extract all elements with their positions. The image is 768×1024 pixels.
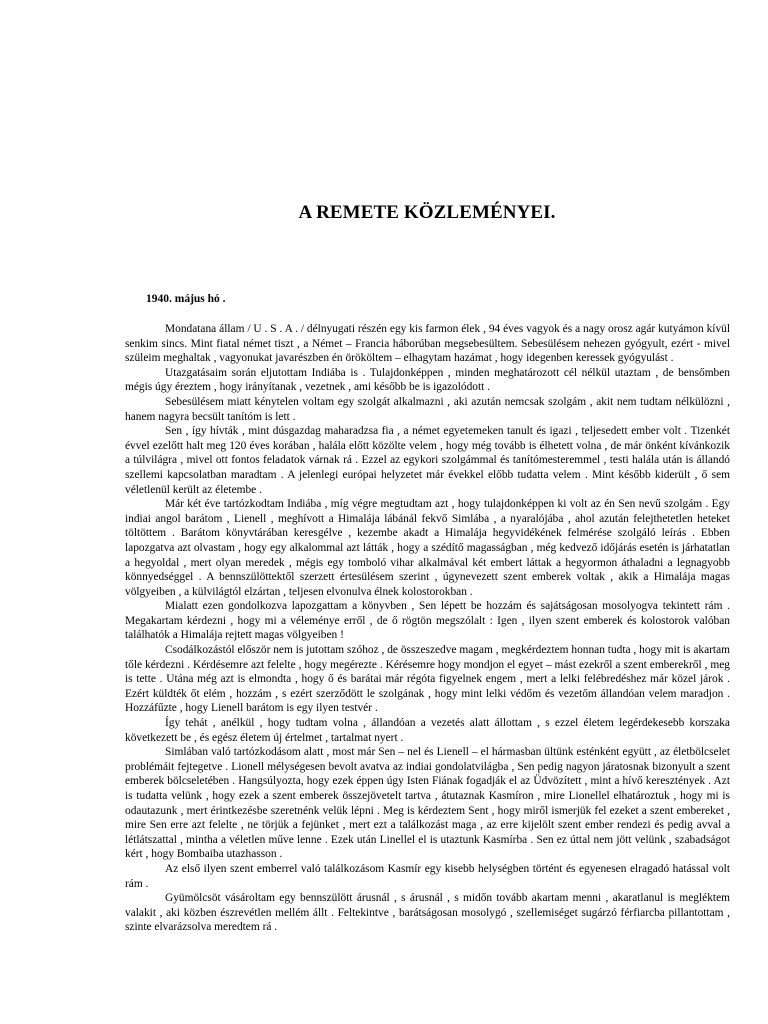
document-body bbox=[125, 322, 730, 935]
paragraph: Már két éve tartózkodtam Indiába , míg végre megtudtam azt , hogy tulajdonképpen ki volt az én Sen nevű szolgám . Egy indiai angol barátom , Lienell , meghívott a Himalája lábánál fekvő Simlába , a nyaralójába , ahol azután felejthetetlen heteket töltöttem . Barátom könyvtárában keresgélve , kezembe akadt a Himalája hegyvidékének felmérése szolgáló leírás . Ebben lapozgatva azt olvastam , hogy egy alkalommal azt látták , hogy a szédítő magasságban , még kedvező időjárás esetén is járhatatlan a hegyoldal , mert olyan meredek , mégis egy tomboló vihar alkalmával két embert láttak a hegyormon áthaladni a legnagyobb könnyedséggel . A bennszülöttektől szerzett értesülésem szerint , úgynevezett szent emberek voltak , akik a Himalája magas völgyeiben , a külvilágtól elzártan , teljesen elvonulva élnek kolostorokban . bbox=[125, 498, 730, 598]
paragraph: Sebesülésem miatt kénytelen voltam egy szolgát alkalmazni , aki azután nemcsak szolgám , akit nem tudtam nélkülözni , hanem nagyra becsült tanítóm is lett . bbox=[125, 395, 730, 423]
paragraph: Csodálkozástól először nem is jutottam szóhoz , de összeszedve magam , megkérdeztem honnan tudta , hogy mit is akartam tőle kérdezni . Kérdésemre azt felelte , hogy megérezte . Kérésemre hogy mondjon el egyet – mást ezekről a szent emberekről , meg is tette . Utána még azt is elmondta , hogy ő és barátai már régóta figyelnek engem , mert a lelki felébredéshez már közel járok . Ezért küldték őt elém , hozzám , s ezért szerződött le szolgának , hogy mint lelki védőm és vezetőm állandóan velem maradjon . Hozzáfűzte , hogy Lienell barátom is egy ilyen testvér . bbox=[125, 644, 730, 715]
paragraph: Így tehát , anélkül , hogy tudtam volna , állandóan a vezetés alatt állottam , s ezzel életem legérdekesebb korszaka következett be , és egész életem új értelmet , tartalmat nyert . bbox=[125, 717, 730, 744]
paragraph: Utazgatásaim során eljutottam Indiába is . Tulajdonképpen , minden meghatározott cél nélkül utaztam , de bensőmben mégis úgy éreztem , hogy irányítanak , vezetnek , ami később be is igazolódott . bbox=[125, 366, 730, 394]
date-line: 1940. május hó . bbox=[146, 293, 226, 305]
paragraph: Mondatana állam / U . S . A . / délnyugati részén egy kis farmon élek , 94 éves vagyok és a nagy orosz agár kutyámon kívül senkim sincs. Mint fiatal német tiszt , a Német – Francia háborúban megsebesültem. Sebesülésem nehezen gyógyult, ezért - mivel szüleim meghaltak , vagyonukat javarészben én örököltem – elhagytam hazámat , hogy idegenben keressek gyógyulást . bbox=[125, 323, 730, 365]
paragraph: Mialatt ezen gondolkozva lapozgattam a könyvben , Sen lépett be hozzám és sajátságosan mosolyogva tekintett rám . Megakartam kérdezni , hogy mi a véleménye erről , de ő rögtön megszólalt : Igen , ilyen szent emberek és kolostorok valóban találhatók a Himalája rejtett magas völgyeiben ! bbox=[125, 600, 730, 642]
document-title: A REMETE KÖZLEMÉNYEI. bbox=[298, 202, 556, 223]
paragraph: Simlában való tartózkodásom alatt , most már Sen – nel és Lienell – el hármasban ültünk esténként együtt , az életbölcselet problémáit fejtegetve . Lionell mélységesen bevolt avatva az indiai gondolatvilágba , Sen pedig nagyon járatosnak bizonyult a szent emberek bölcseletében . Hangsúlyozta, hogy ezek éppen úgy Isten Fiának fogadják el az Üdvözített , mint a hívő keresztények . Azt is tudatta velünk , hogy ezek a szent emberek összejövetelt tartva , átutaznak Kasmíron , mire Lionellel elhatároztuk , hogy mi is odautazunk , mert érintkezésbe szeretnénk velük lépni . Meg is kérdeztem Sent , hogy miről ismerjük fel ezeket a szent embereket , mire Sen erre azt felelte , ne törjük a fejünket , mert ezt a találkozást maga , az erre kijelölt szent ember rendezi és pedig avval a létlátszattal , mintha a véletlen műve lenne . Ezek után Linellel el is utaztunk Kasmírba . Sen ez úttal nem jött velünk , szabadságot kért , hogy Bombaiba utazhasson . bbox=[125, 746, 730, 861]
paragraph: Gyümölcsöt vásároltam egy bennszülött árusnál , s árusnál , s midőn tovább akartam menni , akaratlanul is megléktem valakit , aki közben észrevétlen mellém állt . Feltekintve , barátságosan mosolygó , szellemiséget sugárzó férfiarcba pillantottam , szinte elvarázsolva meredtem rá . bbox=[125, 892, 730, 934]
paragraph: Az első ilyen szent emberrel való találkozásom Kasmír egy kisebb helységben történt és egyenesen elragadó hatással volt rám . bbox=[125, 862, 730, 890]
paragraph: Sen , így hívták , mint dúsgazdag maharadzsa fia , a német egyetemeken tanult és igazi , teljesedett ember volt . Tizenkét évvel ezelőtt halt meg 120 éves korában , halála előtt közölte velem , hogy még tovább is élhetett volna , de már önként kívánkozik a túlvilágra , mivel ott fontos feladatok várnak rá . Ezzel az egykori szolgámmal és tanítómesteremmel , testi halála után is állandó szellemi kapcsolatban maradtam . A jelenlegi európai helyzetet már évekkel előbb tudatta velem . Mint később kiderült , ő sem véletlenül került az életembe . bbox=[125, 425, 730, 496]
